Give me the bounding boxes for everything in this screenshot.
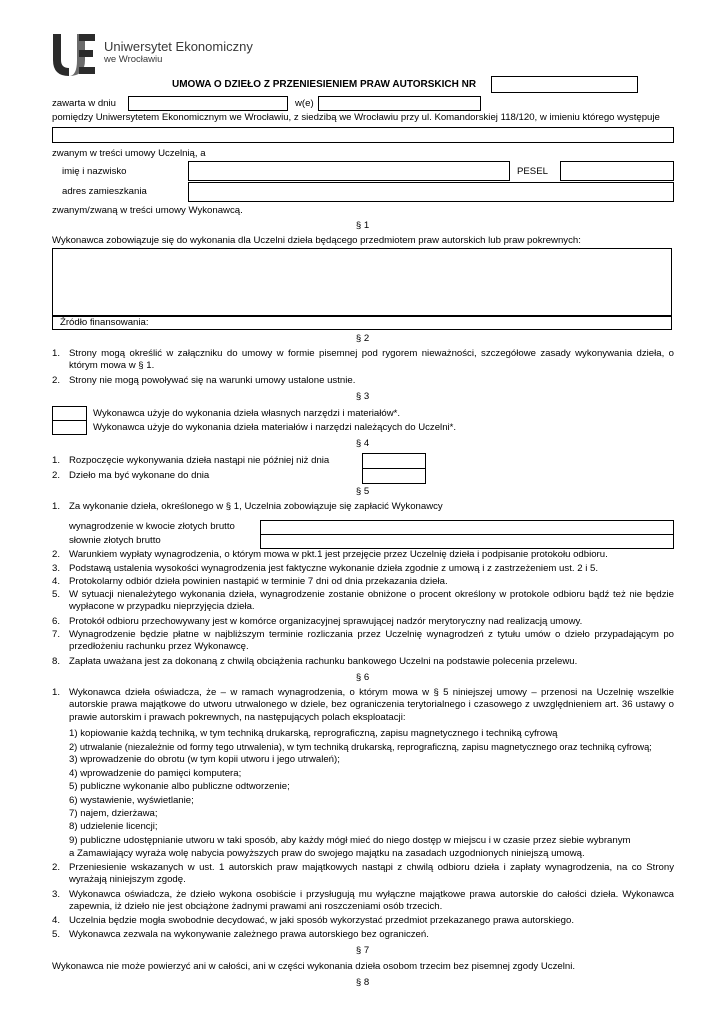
- s5-item-number: 4.: [52, 576, 61, 587]
- contractor-name-field[interactable]: [188, 161, 510, 181]
- university-designation-text: zwanym w treści umowy Uczelnią, a: [52, 148, 206, 159]
- section-1-text: Wykonawca zobowiązuje się do wykonania dla Uczelni dzieła będącego przedmiotem praw autorskich lub praw pokrewnych:: [52, 235, 581, 246]
- s6-item-number: 3.: [52, 889, 61, 900]
- exploitation-field-item: 2) utrwalanie (niezależnie od formy tego utrwalenia), w tym techniką drukarską, reprograficzną, zapisu magnetycznego oraz techniką cyfrową;: [69, 742, 652, 752]
- section-4-heading: § 4: [355, 438, 370, 449]
- section-7-heading: § 7: [355, 945, 370, 956]
- funding-source-label: Źródło finansowania:: [60, 317, 149, 328]
- s6-item-number: 1.: [52, 687, 61, 698]
- exploitation-field-item: 9) publiczne udostępnianie utworu w taki sposób, aby każdy mógł mieć do niego dostęp w miejscu i w czasie przez siebie wybranym: [69, 835, 631, 846]
- s5-item-number: 8.: [52, 656, 61, 667]
- exploitation-field-item: 7) najem, dzierżawa;: [69, 808, 158, 819]
- s5-item-text: Warunkiem wypłaty wynagrodzenia, o którym mowa w pkt.1 jest przejęcie przez Uczelnię dzieła i podpisanie protokołu odbioru.: [69, 549, 608, 560]
- contract-number-field[interactable]: [491, 76, 638, 93]
- signed-on-label: zawarta w dniu: [52, 98, 116, 109]
- exploitation-field-item: 5) publiczne wykonanie albo publiczne odtworzenie;: [69, 781, 290, 792]
- exploitation-field-item: 3) wprowadzenie do obrotu (w tym kopii utworu i jego utrwaleń);: [69, 754, 340, 765]
- signing-city-field[interactable]: [318, 96, 481, 111]
- section-3-heading: § 3: [355, 391, 370, 402]
- contractor-name-label: imię i nazwisko: [62, 166, 127, 177]
- s6-item-text: Uczelnia będzie mogła swobodnie decydować, w jaki sposób wykorzystać przedmiot przekazanego prawa autorskiego.: [69, 915, 574, 926]
- s2-item-number: 2.: [52, 375, 61, 386]
- s5-item-text: Wynagrodzenie będzie płatne w najbliższym terminie rozliczania przez Uczelnię wynagrodzeń z tytułu umów o dzieło przypadającym po przedłożeniu rachunku przez Wykonawcę.: [69, 629, 674, 653]
- s2-item-number: 1.: [52, 348, 61, 359]
- amount-gross-field[interactable]: [260, 520, 674, 535]
- s6-item-number: 5.: [52, 929, 61, 940]
- start-date-label: Rozpoczęcie wykonywania dzieła nastąpi nie później niż dnia: [69, 455, 330, 466]
- logo-university-city: we Wrocławiu: [104, 54, 163, 65]
- amount-label: wynagrodzenie w kwocie złotych brutto: [69, 521, 235, 532]
- s5-item-number: 1.: [52, 501, 61, 512]
- section-6-heading: § 6: [355, 672, 370, 683]
- end-date-field[interactable]: [362, 468, 426, 484]
- s5-item-number: 6.: [52, 616, 61, 627]
- s5-item-text: W sytuacji nienależytego wykonania dzieła, wynagrodzenie zostanie obniżone o procent określony w protokole odbioru bądź też nie będzie wypłacone w przypadku nieprzyjęcia dzieła.: [69, 589, 674, 613]
- exploitation-field-item: 8) udzielenie licencji;: [69, 821, 158, 832]
- section-8-heading: § 8: [355, 977, 370, 988]
- s5-item-text: Podstawą ustalenia wysokości wynagrodzenia jest faktyczne wykonanie dzieła zgodnie z umową i z zastrzeżeniem ust. 2 i 5.: [69, 563, 598, 574]
- university-tools-checkbox[interactable]: [52, 420, 87, 435]
- s6-item-text: Wykonawca oświadcza, że dzieło wykona osobiście i przysługują mu wyłączne majątkowe prawa autorskie do całości dzieła. Wykonawca zapewnia, iż dzieło nie jest obciążone żadnymi prawami ani roszczeniami osób trzecich.: [69, 889, 674, 913]
- section-1-heading: § 1: [355, 220, 370, 231]
- s5-item-text: Zapłata uważana jest za dokonaną z chwilą obciążenia rachunku bankowego Uczelni na podstawie polecenia przelewu.: [69, 656, 578, 667]
- university-tools-option-text: Wykonawca użyje do wykonania dzieła materiałów i narzędzi należących do Uczelni*.: [93, 422, 457, 433]
- pesel-field[interactable]: [560, 161, 674, 181]
- s2-item-text: Strony mogą określić w załączniku do umowy w formie pisemnej pod rygorem nieważności, szczegółowe zasady wykonywania dzieła, o którym mowa w § 1.: [69, 348, 674, 372]
- end-date-label: Dzieło ma być wykonane do dnia: [69, 470, 210, 481]
- logo-university-name: Uniwersytet Ekonomiczny: [104, 39, 253, 54]
- section-7-text: Wykonawca nie może powierzyć ani w całości, ani w części wykonania dzieła osobom trzecim bez pisemnej zgody Uczelni.: [52, 961, 575, 972]
- exploitation-field-item: 4) wprowadzenie do pamięci komputera;: [69, 768, 242, 779]
- s5-item-number: 5.: [52, 589, 61, 600]
- s6-item-number: 4.: [52, 915, 61, 926]
- s6-item-number: 2.: [52, 862, 61, 873]
- parties-text: pomiędzy Uniwersytetem Ekonomicznym we Wrocławiu, z siedzibą we Wrocławiu przy ul. Komandorskiej 118/120, w imieniu którego występuje: [52, 112, 660, 123]
- section-2-heading: § 2: [355, 333, 370, 344]
- contractor-designation-text: zwanym/zwaną w treści umowy Wykonawcą.: [52, 205, 243, 216]
- university-representative-field[interactable]: [52, 127, 674, 143]
- amount-words-label: słownie złotych brutto: [69, 535, 161, 546]
- exploitation-field-item: 1) kopiowanie każdą techniką, w tym techniką drukarską, reprograficzną, zapisu magnetycznego i techniką cyfrową: [69, 728, 558, 739]
- university-logo: [50, 30, 253, 78]
- pesel-label: PESEL: [517, 166, 548, 177]
- contractor-address-label: adres zamieszkania: [62, 186, 147, 197]
- amount-words-field[interactable]: [260, 534, 674, 549]
- own-tools-checkbox[interactable]: [52, 406, 87, 421]
- acquisition-statement: a Zamawiający wyraża wolę nabycia powyższych praw do swojego majątku na zasadach uzgodnionych niniejszą umową.: [69, 848, 585, 859]
- s5-item-text: Protokolarny odbiór dzieła powinien nastąpić w terminie 7 dni od dnia przekazania dzieła.: [69, 576, 448, 587]
- s5-item-text: Za wykonanie dzieła, określonego w § 1, Uczelnia zobowiązuje się zapłacić Wykonawcy: [69, 501, 443, 512]
- s6-item-text: Wykonawca zezwala na wykonywanie zależnego prawa autorskiego bez ograniczeń.: [69, 929, 429, 940]
- signing-city-label: w(e): [295, 98, 314, 109]
- work-description-field[interactable]: [52, 248, 672, 316]
- ue-logo-icon: [50, 30, 102, 78]
- s5-item-number: 3.: [52, 563, 61, 574]
- signing-date-field[interactable]: [128, 96, 288, 111]
- s4-item-number: 2.: [52, 470, 61, 481]
- s6-item-text: Wykonawca dzieła oświadcza, że – w ramach wynagrodzenia, o którym mowa w § 5 niniejszej umowy – przenosi na Uczelnię wszelkie autorskie prawa majątkowe do utworu utrwalonego w dziele, bez ograniczenia terytorialnego i czasowego z uwzględnieniem art. 36 ustawy o prawie autorskim i prawach pokrewnych, na następujących polach eksploatacji:: [69, 687, 674, 723]
- start-date-field[interactable]: [362, 453, 426, 469]
- section-5-heading: § 5: [355, 486, 370, 497]
- exploitation-field-item: 6) wystawienie, wyświetlanie;: [69, 795, 194, 806]
- s5-item-text: Protokół odbioru przechowywany jest w komórce organizacyjnej sprawującej nadzór merytoryczny nad realizacją umowy.: [69, 616, 583, 627]
- contract-title: UMOWA O DZIEŁO Z PRZENIESIENIEM PRAW AUTORSKICH NR: [172, 79, 477, 90]
- s6-item-text: Przeniesienie wskazanych w ust. 1 autorskich praw majątkowych nastąpi z chwilą odbioru dzieła i zapłaty wynagrodzenia, na co Strony wyrażają niniejszym zgodę.: [69, 862, 674, 886]
- s5-item-number: 7.: [52, 629, 61, 640]
- own-tools-option-text: Wykonawca użyje do wykonania dzieła własnych narzędzi i materiałów*.: [93, 408, 401, 419]
- s5-item-number: 2.: [52, 549, 61, 560]
- s4-item-number: 1.: [52, 455, 61, 466]
- s2-item-text: Strony nie mogą powoływać się na warunki umowy ustalone ustnie.: [69, 375, 356, 386]
- contractor-address-field[interactable]: [188, 182, 674, 202]
